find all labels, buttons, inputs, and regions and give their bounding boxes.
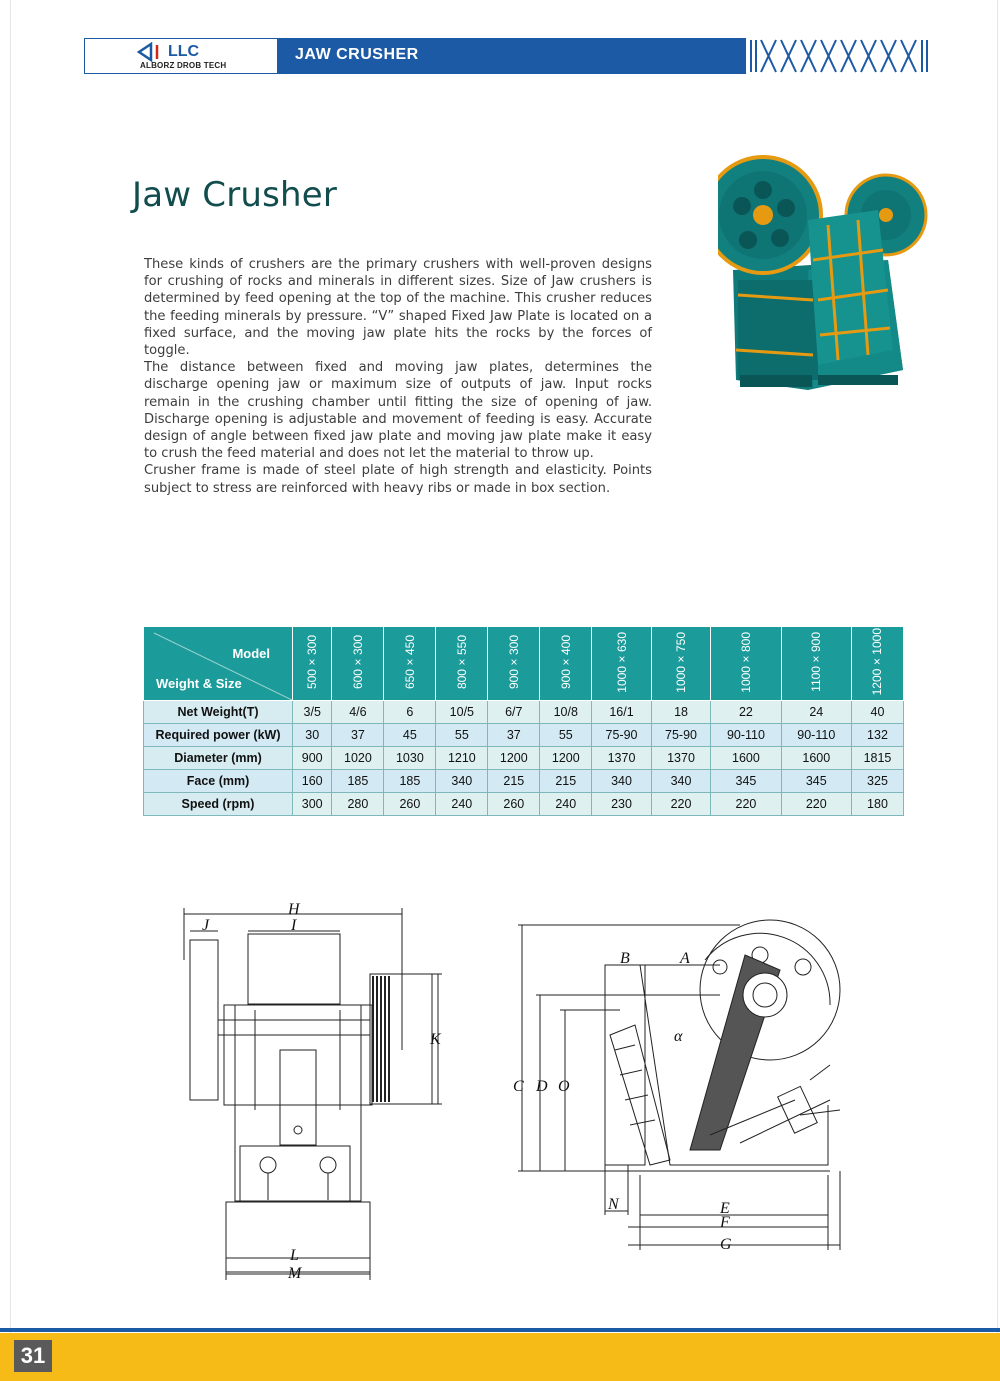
dim-label-i: I [291,917,297,934]
footer-line [0,1328,1000,1332]
description-paragraph-3: Crusher frame is made of steel plate of high strength and elasticity. Points subject to stress are reinforced with heavy ribs or made in box section. [144,463,652,496]
row-label: Speed (rpm) [144,793,293,816]
table-cell: 240 [540,793,592,816]
table-cell: 22 [711,701,781,724]
table-cell: 185 [332,770,384,793]
table-cell: 1370 [592,747,652,770]
specifications-table [143,626,904,816]
table-row [144,793,904,816]
model-header [436,627,488,701]
table-cell: 1815 [851,747,903,770]
dim-label-g: G [720,1236,732,1253]
header-pattern-icon [746,38,931,74]
table-row [144,724,904,747]
table-cell: 280 [332,793,384,816]
table-cell: 55 [540,724,592,747]
corner-weight-label: Weight & Size [156,676,242,691]
table-cell: 1370 [651,747,711,770]
page-number: 31 [14,1340,52,1372]
dim-label-k: K [430,1031,441,1048]
model-header [293,627,332,701]
table-corner-cell [144,627,293,701]
table-cell: 10/8 [540,701,592,724]
model-header [651,627,711,701]
model-label: 1000×630 [614,631,629,693]
table-cell: 75-90 [651,724,711,747]
table-cell: 1030 [384,747,436,770]
table-cell: 260 [384,793,436,816]
model-label: 900×400 [558,634,573,690]
table-cell: 340 [651,770,711,793]
table-cell: 1020 [332,747,384,770]
model-label: 600×300 [350,634,365,690]
corner-model-label: Model [232,646,270,661]
side-view-drawing [510,915,855,1255]
description [144,256,652,497]
model-header [781,627,851,701]
table-cell: 230 [592,793,652,816]
dim-label-j: J [202,917,210,934]
table-cell: 3/5 [293,701,332,724]
table-cell: 10/5 [436,701,488,724]
table-cell: 90-110 [781,724,851,747]
table-cell: 180 [851,793,903,816]
model-header [711,627,781,701]
table-cell: 18 [651,701,711,724]
dim-label-f: F [720,1214,730,1231]
table-cell: 900 [293,747,332,770]
logo-company-name: ALBORZ DROB TECH [140,61,227,70]
table-cell: 30 [293,724,332,747]
page-title: Jaw Crusher [132,175,338,215]
model-header [540,627,592,701]
model-label: 1200×1000 [870,628,885,696]
table-cell: 6/7 [488,701,540,724]
section-title: JAW CRUSHER [295,46,419,63]
dim-label-a: A [680,950,690,967]
table-cell: 1600 [711,747,781,770]
table-cell: 300 [293,793,332,816]
model-label: 1000×800 [738,631,753,693]
dim-label-b: B [620,950,630,967]
table-cell: 160 [293,770,332,793]
table-cell: 24 [781,701,851,724]
table-cell: 132 [851,724,903,747]
table-cell: 55 [436,724,488,747]
header-bar [277,38,931,74]
table-cell: 1210 [436,747,488,770]
dim-label-l: L [290,1247,299,1264]
row-label: Net Weight(T) [144,701,293,724]
table-cell: 1200 [488,747,540,770]
dim-label-m: M [288,1265,302,1282]
logo-llc-text: LLC [168,43,200,60]
model-label: 800×550 [454,634,469,690]
table-cell: 345 [781,770,851,793]
dim-label-n: N [608,1196,619,1213]
table-cell: 37 [332,724,384,747]
footer-bar [0,1333,1000,1381]
table-cell: 37 [488,724,540,747]
dim-label-o: O [558,1078,570,1095]
table-row [144,770,904,793]
dim-label-d: D [536,1078,548,1095]
model-header [488,627,540,701]
table-cell: 220 [711,793,781,816]
front-view-drawing [180,900,445,1285]
table-cell: 45 [384,724,436,747]
table-cell: 185 [384,770,436,793]
model-label: 1000×750 [674,631,689,693]
table-cell: 215 [540,770,592,793]
table-cell: 340 [436,770,488,793]
table-cell: 6 [384,701,436,724]
dim-label-c: C [513,1078,524,1095]
model-label: 500×300 [305,634,320,690]
table-cell: 4/6 [332,701,384,724]
logo-triangle-icon [135,42,165,62]
model-label: 1100×900 [809,632,824,692]
table-cell: 325 [851,770,903,793]
table-cell: 90-110 [711,724,781,747]
table-cell: 340 [592,770,652,793]
table-cell: 1200 [540,747,592,770]
table-cell: 215 [488,770,540,793]
row-label: Required power (kW) [144,724,293,747]
model-header [332,627,384,701]
row-label: Diameter (mm) [144,747,293,770]
jaw-crusher-image [718,150,933,395]
table-cell: 40 [851,701,903,724]
company-logo [84,38,278,74]
dim-label-h: H [288,901,300,918]
table-cell: 240 [436,793,488,816]
table-cell: 220 [781,793,851,816]
table-header-row [144,627,904,701]
table-row [144,701,904,724]
table-cell: 1600 [781,747,851,770]
table-cell: 345 [711,770,781,793]
table-cell: 220 [651,793,711,816]
model-label: 900×300 [506,634,521,690]
table-cell: 75-90 [592,724,652,747]
model-header [851,627,903,701]
row-label: Face (mm) [144,770,293,793]
angle-label-alpha: α [674,1028,683,1045]
table-row [144,747,904,770]
table-cell: 16/1 [592,701,652,724]
description-paragraph-2: The distance between fixed and moving jaw plates, determines the discharge opening jaw or maximum size of outputs of jaw. Input rocks remain in the crushing chamber until fitting the size of opening of jaw. Discharge opening is adjustable and movement of feeding is easy. Accurate design of angle between fixed jaw plate and moving jaw plate make it easy to crush the feed material and does not let the material to throw up. [144,360,652,462]
model-header [592,627,652,701]
model-header [384,627,436,701]
dim-label-e: E [720,1200,730,1217]
table-cell: 260 [488,793,540,816]
description-paragraph-1: These kinds of crushers are the primary crushers with well-proven designs for crushing of rocks and minerals in different sizes. Size of Jaw crushers is determined by feed opening at the top of the machine. This crusher reduces the feeding minerals by pressure. “V” shaped Fixed Jaw Plate is located on a fixed surface, and the moving jaw plate hits the rocks by the forces of toggle. [144,257,652,359]
model-label: 650×450 [402,634,417,690]
